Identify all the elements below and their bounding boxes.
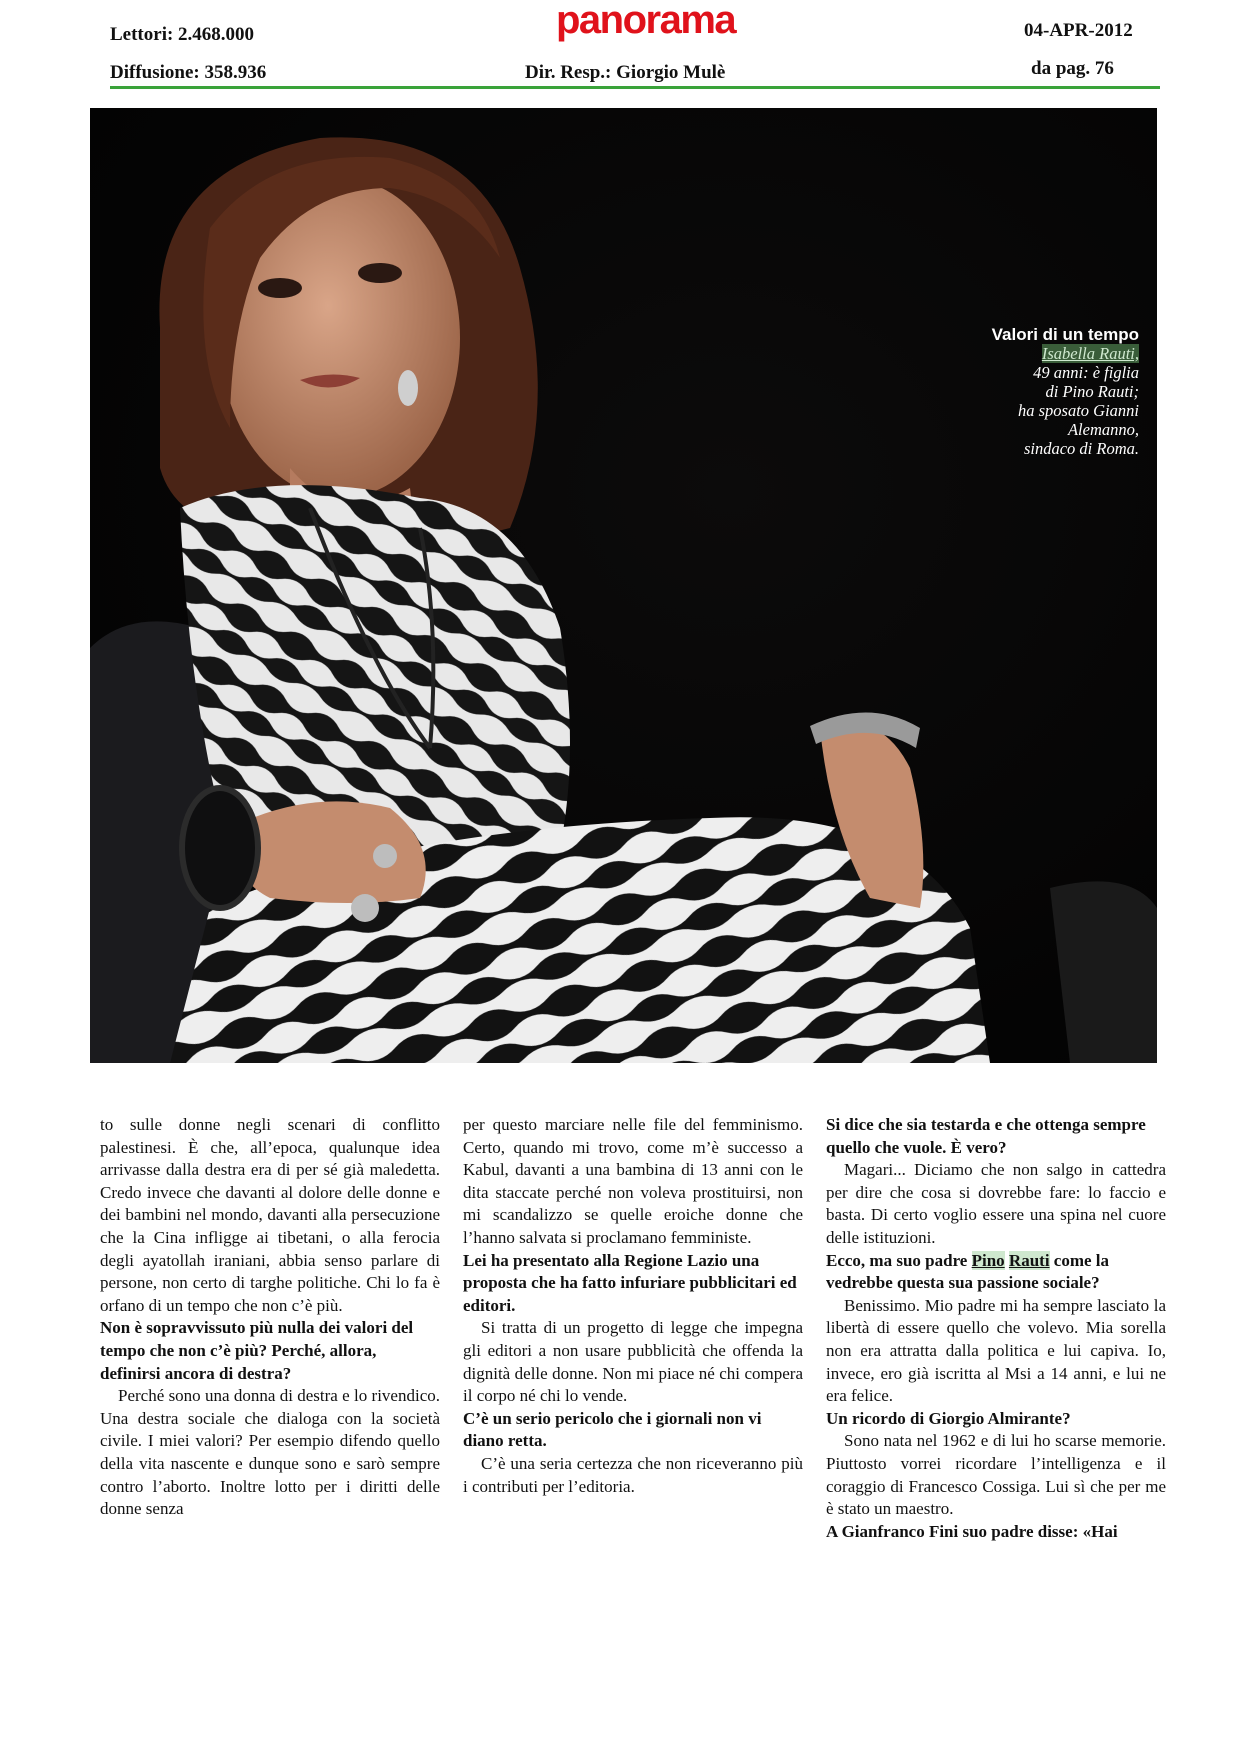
article-column-1 [100,1114,440,1521]
question-text: come la vedrebbe questa sua passione sociale? [826,1250,1110,1293]
article-paragraph: Sono nata nel 1962 e di lui ho scarse memorie. Piuttosto vorrei ricordare l’intelligenza e il coraggio di Francesco Cossiga. Lui sì che per me è stato un maestro. [826,1431,1166,1519]
article-paragraph: Perché sono una donna di destra e lo rivendico. Una destra sociale che dialoga con la società civile. I miei valori? Per esempio difendo quello della vita nascente e dunque sono e sarò sempre contro l’aborto. Inoltre lotto per i diritti delle donne senza [100,1386,440,1519]
issue-date: 04-APR-2012 [1024,20,1133,41]
caption-line: Alemanno, [1067,420,1139,439]
article-paragraph: Si tratta di un progetto di legge che impegna gli editori a non usare pubblicità che offenda la dignità delle donne. Non mi piace né chi compera il corpo né chi lo vende. [463,1318,803,1406]
caption-line: di Pino Rauti; [1045,382,1139,401]
page-reference: da pag. 76 [1031,58,1114,79]
caption-line: sindaco di Roma. [1023,439,1139,458]
article-paragraph: per questo marciare nelle file del femminismo. Certo, quando mi trovo, come m’è successo a Kabul, davanti a una bambina di 13 anni con le dita staccate perché non voleva prostituirsi, non mi scandalizzo se quelle eroiche donne che l’hanno salvata si proclamano femministe. [463,1115,803,1247]
highlighted-name: Rauti [1008,1250,1050,1270]
caption-line: ha sposato Gianni [1017,401,1139,420]
interview-question: A Gianfranco Fini suo padre disse: «Hai [826,1521,1118,1541]
header-rule [110,86,1160,89]
editor-in-chief: Dir. Resp.: Giorgio Mulè [525,62,726,83]
caption-line: 49 anni: è figlia [1033,363,1139,382]
question-text: Ecco, ma suo padre [826,1250,972,1270]
interview-question: Si dice che sia testarda e che ottenga sempre quello che vuole. È vero? [826,1115,1146,1157]
interview-question: C’è un serio pericolo che i giornali non vi diano retta. [463,1408,762,1451]
interview-question: Un ricordo di Giorgio Almirante? [826,1408,1071,1428]
article-paragraph: Benissimo. Mio padre mi ha sempre lasciato la libertà di essere quello che volevo. Mia sorella non era attratta dalla politica e lui capiva. Io, invece, ero già iscritta al Msi a 14 anni, e lui ne era felice. [826,1295,1166,1406]
interview-question: Lei ha presentato alla Regione Lazio una proposta che ha fatto infuriare pubblicitari ed editori. [463,1250,797,1315]
page-header [0,0,1246,92]
caption-name: Isabella Rauti, [1041,344,1139,363]
interview-question: Non è sopravvissuto più nulla dei valori del tempo che non c’è più? Perché, allora, definirsi ancora di destra? [100,1318,414,1383]
article-paragraph: Magari... Diciamo che non salgo in cattedra per dire che cosa si dovrebbe fare: lo faccio e basta. Di certo voglio essere una spina nel cuore delle istituzioni. [826,1160,1166,1247]
article-column-2 [463,1114,803,1498]
article-paragraph: C’è una seria certezza che non riceveranno più i contributi per l’editoria. [463,1453,803,1496]
highlighted-name: Pino [971,1250,1005,1270]
photo-caption [992,325,1139,458]
caption-title: Valori di un tempo [991,325,1139,344]
article-paragraph: to sulle donne negli scenari di conflitto palestinesi. È che, all’epoca, qualunque idea arrivasse dalla destra era di per sé già maledetta. Credo invece che davanti al dolore delle donne e dei bambini nel mondo, davanti alla persecuzione che la Cina infligge ai tibetani, o alla ferocia degli ayatollah iraniani, abbia senso parlare di persone, non certo di targhe politiche. Chi lo fa è orfano di un tempo che non c’è più. [100,1115,440,1315]
interview-question [826,1250,1166,1295]
circulation-count: Diffusione: 358.936 [110,62,267,83]
portrait-photo [90,108,1157,1063]
readers-count: Lettori: 2.468.000 [110,24,255,45]
publication-logo: panorama [556,0,736,42]
article-column-3 [826,1114,1166,1543]
portrait-illustration [90,108,1157,1063]
